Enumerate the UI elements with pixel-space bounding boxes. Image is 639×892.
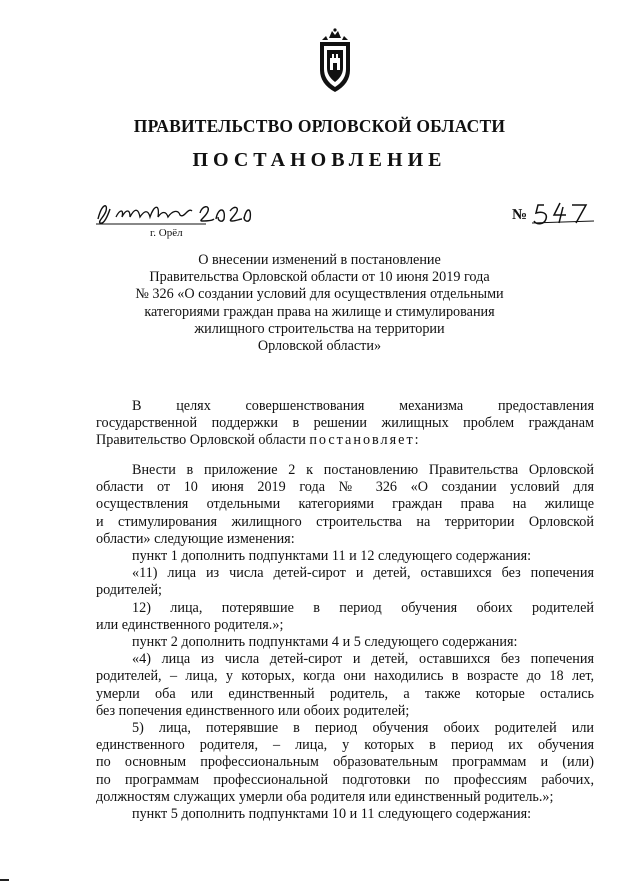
body-line: или единственного родителя.»; <box>96 616 284 633</box>
body-line: по программам профессиональной подготовки по профессиям рабочих, <box>96 771 594 788</box>
body-line: пункт 2 дополнить подпунктами 4 и 5 следующего содержания: <box>132 634 518 651</box>
number-label: № <box>512 207 528 223</box>
body-line: без попечения единственного или обоих родителей; <box>96 702 410 719</box>
body-line: родителей; <box>96 582 162 599</box>
handwritten-date <box>94 197 254 227</box>
document-type-heading: ПОСТАНОВЛЕНИЕ <box>192 149 447 171</box>
text-line <box>96 432 594 449</box>
body-line: родителей, – лица, у которых, когда они находились в возрасте до 18 лет, <box>96 668 594 685</box>
coat-of-arms-icon <box>316 28 354 94</box>
body-line: Внести в приложение 2 к постановлению Правительства Орловской <box>132 462 594 478</box>
text-line: государственной поддержки в решении жилищных проблем гражданам <box>96 415 594 432</box>
city-label: г. Орёл <box>150 227 183 239</box>
document-title <box>0 252 639 355</box>
text-line: В целях совершенствования механизма предоставления <box>132 398 594 414</box>
body-line: осуществления отдельными категориями граждан права на жилище <box>96 496 594 513</box>
title-line: Правительства Орловской области от 10 июня 2019 года <box>149 269 490 286</box>
body-line: области от 10 июня 2019 года № 326 «О создании условий для <box>96 479 594 496</box>
preamble-verb: постановляет: <box>309 432 421 449</box>
preamble-subject: Правительство Орловской области <box>96 432 306 449</box>
scan-mark <box>0 879 9 881</box>
body-line: «4) лица из числа детей-сирот и детей, оставшихся без попечения <box>132 651 594 668</box>
body-line: пункт 1 дополнить подпунктами 11 и 12 следующего содержания: <box>132 548 532 565</box>
title-line: Орловской области» <box>257 338 382 355</box>
body-line: по основным профессиональным образовательным программам и (или) <box>96 754 594 771</box>
government-title: ПРАВИТЕЛЬСТВО ОРЛОВСКОЙ ОБЛАСТИ <box>133 116 506 136</box>
body-line: единственного родителя, – лица, у которых в период их обучения <box>96 737 594 754</box>
title-line: О внесении изменений в постановление <box>198 252 441 268</box>
body-line: должностям служащих умерли оба родителя или единственный родитель.»; <box>96 788 554 805</box>
preamble-paragraph <box>96 398 594 450</box>
body-line: области» следующие изменения: <box>96 530 295 547</box>
title-line: категориями граждан права на жилище и стимулирования <box>144 303 495 320</box>
decree-body <box>96 462 594 823</box>
body-line: 5) лица, потерявшие в период обучения обоих родителей или <box>132 720 594 737</box>
body-line: 12) лица, потерявшие в период обучения обоих родителей <box>132 599 594 616</box>
body-line: пункт 5 дополнить подпунктами 10 и 11 следующего содержания: <box>132 806 532 823</box>
title-line: жилищного строительства на территории <box>194 320 445 337</box>
body-line: «11) лица из числа детей-сирот и детей, оставшихся без попечения <box>132 565 594 582</box>
handwritten-number <box>532 199 594 227</box>
body-line: умерли оба или единственный родитель, а также которые остались <box>96 685 594 702</box>
body-line: и стимулирования жилищного строительства на территории Орловской <box>96 513 594 530</box>
title-line: № 326 «О создании условий для осуществления отдельными <box>135 286 504 303</box>
